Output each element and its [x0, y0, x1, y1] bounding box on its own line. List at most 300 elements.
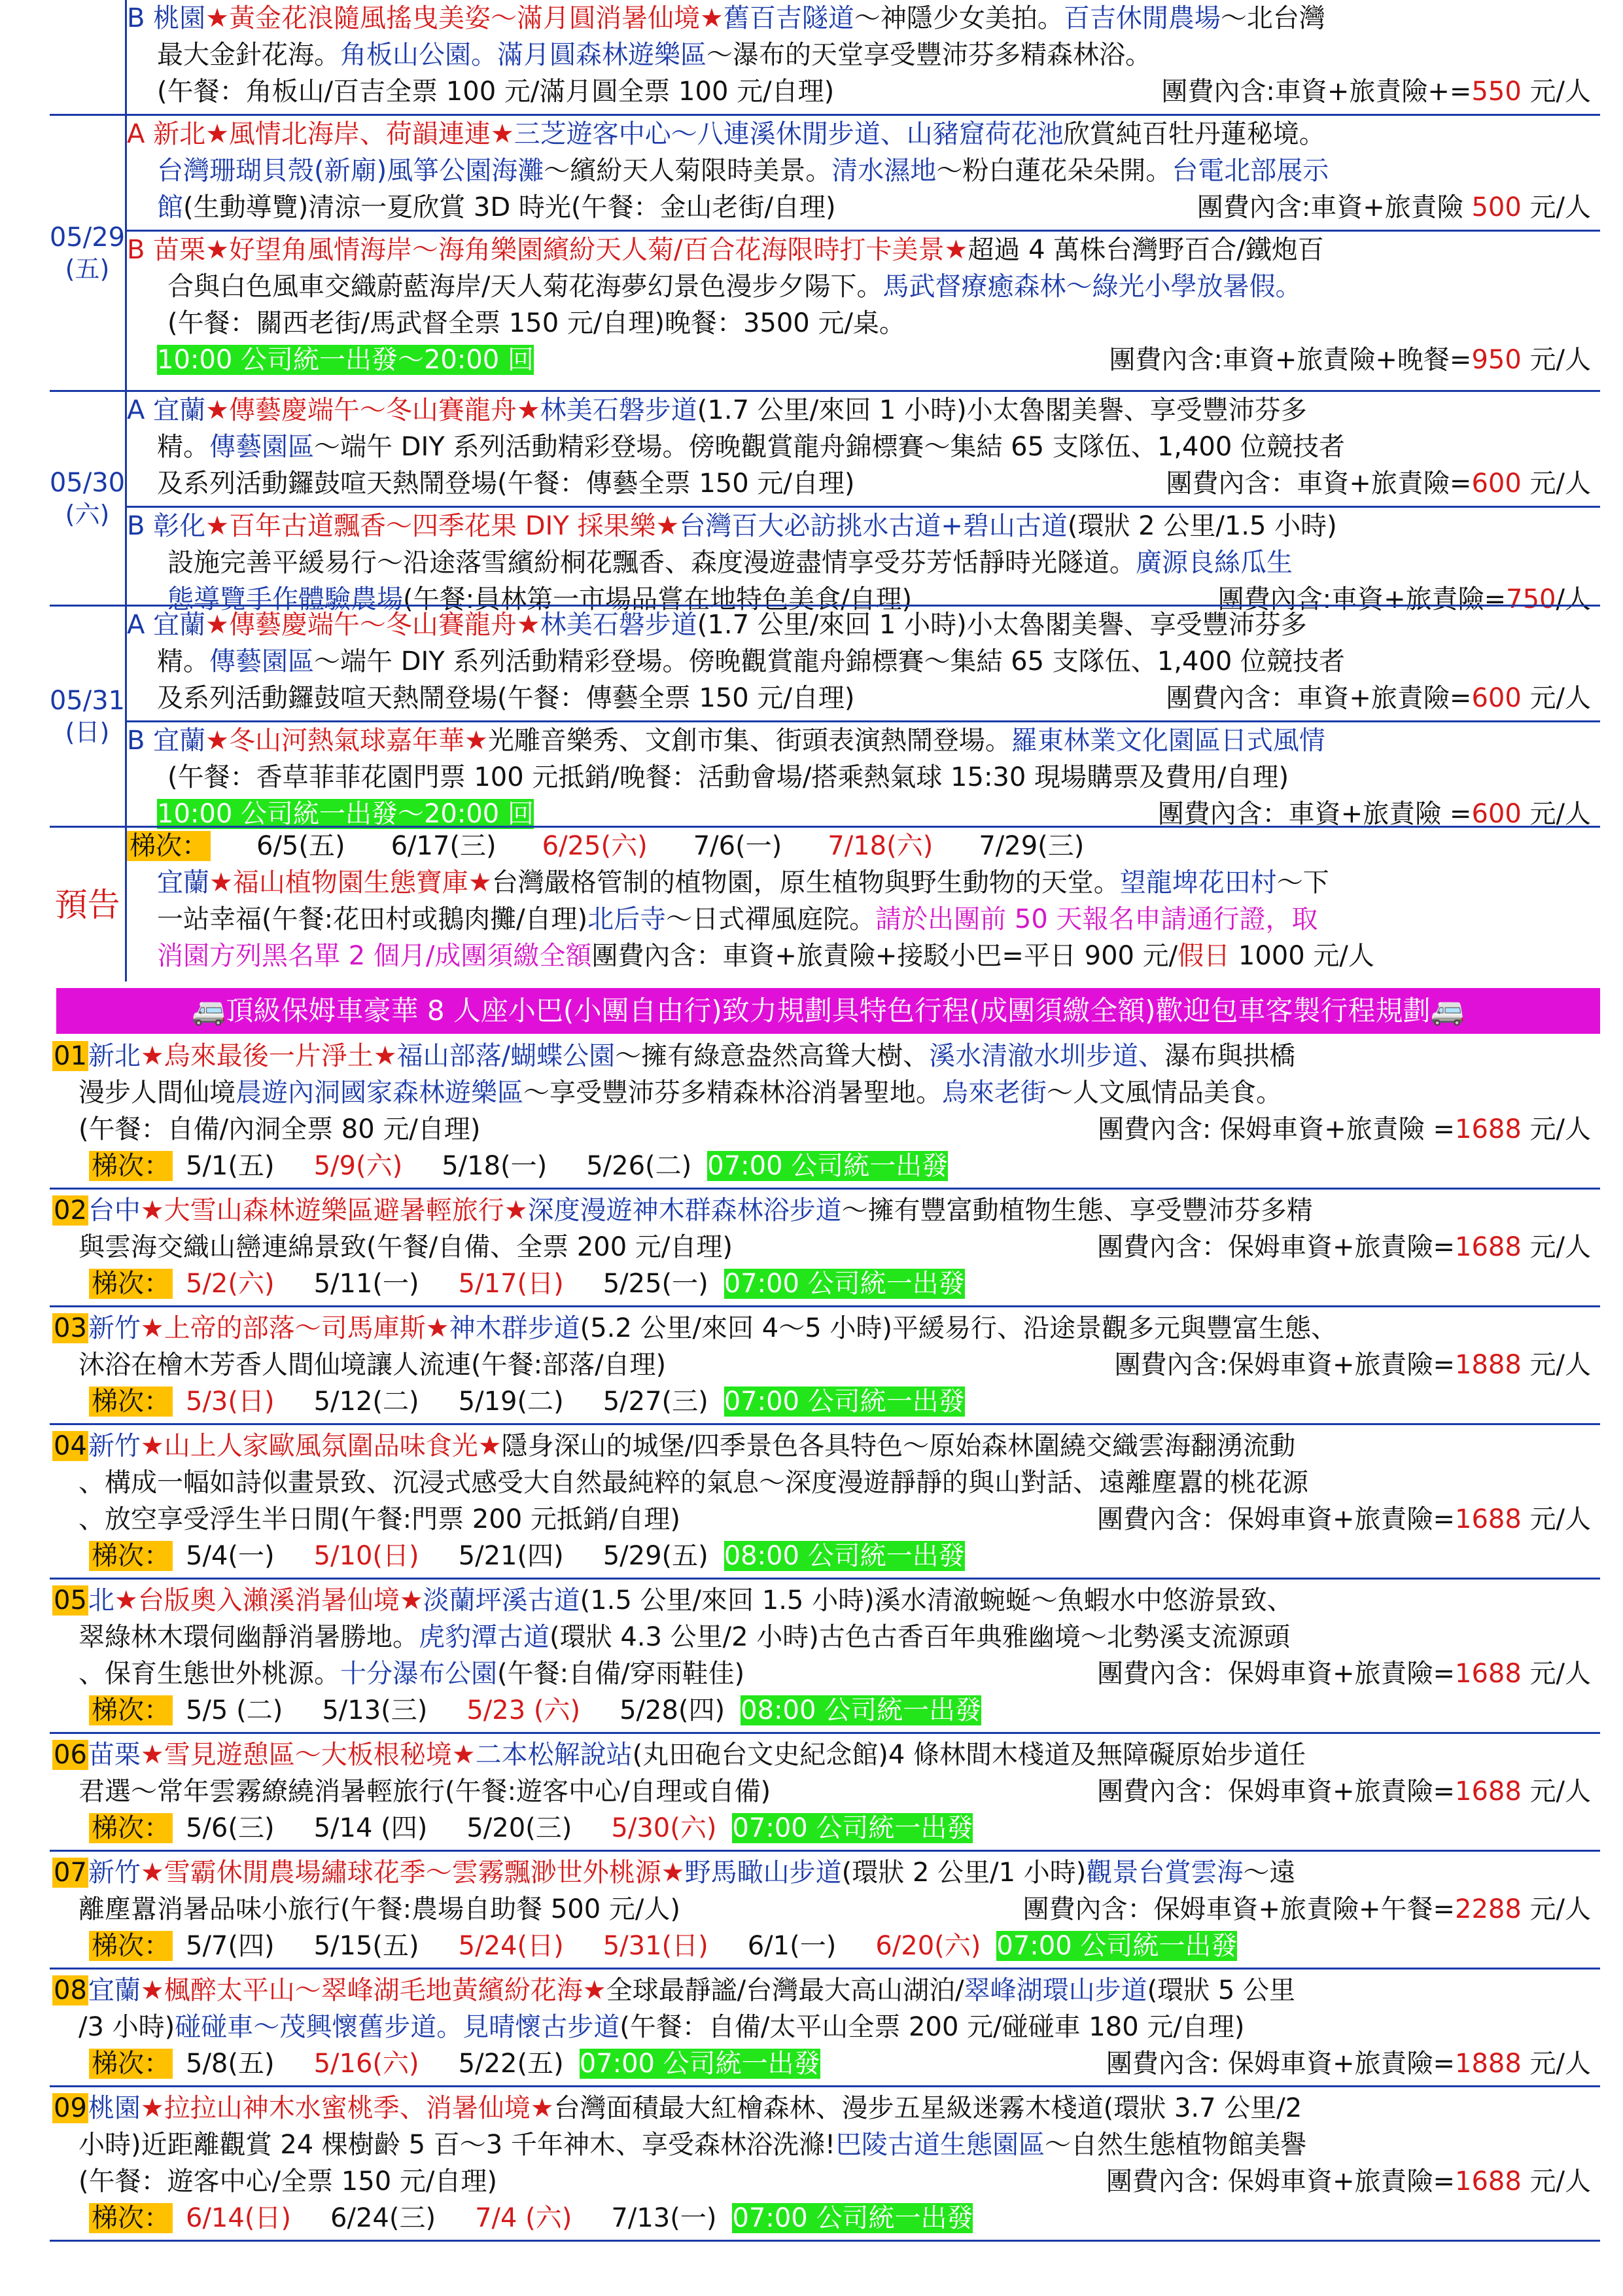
- text-segment: A 新北★風情北海岸、荷韻連連★: [127, 119, 514, 149]
- batch-date: 5/8(五): [186, 2049, 275, 2079]
- tour-item: [50, 2090, 1600, 2242]
- batch-date: 5/7(四): [186, 1931, 275, 1961]
- text-segment: 精。: [157, 646, 209, 677]
- text-line: [50, 1582, 1600, 1619]
- batch-date: 7/6(一): [693, 831, 782, 861]
- date-cell: [50, 116, 127, 390]
- batch-label: 梯次：: [89, 1269, 173, 1299]
- date-cell: [50, 392, 127, 605]
- text-segment: 及系列活動鑼鼓喧天熱鬧登場(午餐：傳藝全票 150 元/自理): [157, 683, 855, 713]
- batch-date: 5/31(日): [602, 1931, 708, 1961]
- tour-b: [127, 720, 1600, 832]
- text-line: [50, 2127, 1600, 2163]
- text-segment: 元/人: [1521, 1114, 1591, 1144]
- text-segment: 合與白色風車交織蔚藍海岸/天人菊花海夢幻景色漫步夕陽下。: [167, 272, 883, 302]
- text-segment: B 苗栗★好望角風情海岸～海角樂園繽紛天人菊/百合花海限時打卡美景★: [127, 235, 968, 265]
- text-segment: ★福山植物園生態寶庫★: [209, 868, 492, 898]
- text-segment: 溪水清澈水圳步道、: [929, 1041, 1165, 1071]
- text-segment: (1.7 公里/來回 1 小時)小太魯閣美譽、享受豐沛芬多: [697, 610, 1307, 640]
- batch-date: 5/28(四): [620, 1695, 725, 1725]
- text-segment: 苗栗: [88, 1740, 141, 1770]
- text-line: [127, 232, 1600, 268]
- batch-date: 5/24(日): [458, 1931, 564, 1961]
- text-segment: 600: [1471, 799, 1522, 829]
- text-segment: 羅東林業文化園區日式風情: [1011, 726, 1325, 756]
- text-segment: 及系列活動鑼鼓喧天熱鬧登場(午餐：傳藝全票 150 元/自理): [157, 468, 855, 499]
- text-segment: ～瀑布的天堂享受豐沛芬多精森林浴。: [707, 40, 1151, 70]
- text-line: [127, 152, 1600, 189]
- departure-time: 07:00 公司統一出發: [996, 1931, 1238, 1961]
- batch-date: 6/17(三): [391, 831, 497, 861]
- text-line: [127, 429, 1600, 465]
- text-segment: 傳藝園區: [209, 646, 314, 677]
- text-segment: 600: [1471, 468, 1522, 499]
- batch-label: 梯次：: [89, 1386, 173, 1417]
- text-segment: ★上帝的部落～司馬庫斯★: [140, 1313, 449, 1343]
- batch-date: 5/3(日): [186, 1386, 275, 1417]
- text-segment: 團費內含：保姆車資+旅責險+午餐=: [1022, 1894, 1455, 1924]
- text-segment: ★烏來最後一片淨土★: [140, 1041, 397, 1071]
- text-line: [50, 1428, 1600, 1464]
- text-line: [50, 1347, 1600, 1383]
- text-segment: ～端午 DIY 系列活動精彩登場。傍晚觀賞龍舟錦標賽～集結 65 支隊伍、1,400 位競技者: [314, 646, 1346, 677]
- text-line: [50, 2163, 1600, 2200]
- departure-time: 07:00 公司統一出發: [724, 1269, 965, 1299]
- day-section: [49, 390, 1600, 614]
- text-segment: ★傳藝慶端午～冬山賽龍舟★: [205, 610, 540, 640]
- text-segment: 隱身深山的城堡/四季景色各具特色～原始森林圍繞交織雲海翻湧流動: [501, 1431, 1296, 1461]
- text-segment: 元/人: [1521, 2166, 1591, 2197]
- tour-item: [50, 1582, 1600, 1734]
- batch-date: 5/22(五): [458, 2049, 564, 2079]
- text-line: [127, 508, 1600, 544]
- text-segment: ～北台灣: [1220, 3, 1325, 33]
- text-segment: ～神隱少女美拍。: [854, 3, 1064, 33]
- text-line: [127, 938, 1600, 974]
- tour-number: 02: [54, 1195, 87, 1226]
- advance-label: 預告: [50, 828, 127, 981]
- date-cell: [50, 0, 127, 114]
- text-segment: 元/人: [1521, 77, 1591, 107]
- batch-date: 6/5(五): [256, 831, 345, 861]
- text-segment: 虎豹潭古道: [419, 1622, 550, 1652]
- text-line: [127, 37, 1600, 73]
- tour-number: 07: [54, 1858, 87, 1888]
- text-line: [50, 1310, 1600, 1347]
- advance-content: [127, 828, 1600, 974]
- departure-time: 07:00 公司統一出發: [707, 1151, 949, 1181]
- batch-date: 5/27(三): [602, 1386, 708, 1417]
- text-segment: A 宜蘭: [127, 610, 206, 640]
- text-segment: 、保育生態世外桃源。: [79, 1659, 340, 1689]
- fee-text: [1106, 2045, 1591, 2082]
- batch-label: 梯次：: [89, 2203, 173, 2233]
- text-segment: A 宜蘭: [127, 395, 206, 425]
- text-segment: 1688: [1455, 1659, 1522, 1689]
- text-segment: 深度漫遊神木群森林浴步道: [527, 1195, 842, 1226]
- text-segment: 團費內含：保姆車資+旅責險=: [1096, 1776, 1455, 1807]
- departure-time: 10:00 公司統一出發～20:00 回: [157, 799, 534, 829]
- text-segment: ★傳藝慶端午～冬山賽龍舟★: [205, 395, 540, 425]
- batch-date: 5/6(三): [186, 1813, 275, 1843]
- text-segment: ★雪霸休閒農場繡球花季～雲霧飄渺世外桃源★: [140, 1858, 685, 1888]
- text-segment: 廣源良絲瓜生: [1136, 548, 1293, 578]
- text-segment: 1888: [1455, 1350, 1522, 1380]
- text-line: [127, 189, 1600, 226]
- departure-time: 07:00 公司統一出發: [732, 1813, 973, 1843]
- text-segment: 望龍埤花田村: [1119, 868, 1277, 898]
- text-segment: 團費內含:保姆車資+旅責險=: [1114, 1350, 1455, 1380]
- batch-date: 5/9(六): [313, 1151, 403, 1181]
- fee-text: [1097, 1501, 1591, 1538]
- tour-number: 03: [54, 1313, 87, 1343]
- text-segment: 團費內含：保姆車資+旅責險=: [1096, 1659, 1455, 1689]
- text-segment: ～擁有豐富動植物生態、享受豐沛芬多精: [841, 1195, 1313, 1226]
- text-segment: 舊百吉隧道: [723, 3, 854, 33]
- text-segment: 2288: [1455, 1894, 1522, 1924]
- text-segment: 百吉休閒農場: [1063, 3, 1221, 33]
- text-segment: ★黃金花浪隨風搖曳美姿～滿月圓消暑仙境★: [205, 3, 724, 33]
- text-segment: 淡蘭坪溪古道: [423, 1585, 580, 1616]
- fee-text: [1106, 2163, 1591, 2200]
- batch-date: 6/1(一): [747, 1931, 837, 1961]
- text-segment: 巴陵古道生態園區: [835, 2130, 1045, 2160]
- text-segment: (午餐：自備/內洞全票 80 元/自理): [79, 1114, 481, 1144]
- text-segment: 台灣面積最大紅檜森林、漫步五星級迷霧木棧道(環狀 3.7 公里/2: [553, 2093, 1302, 2123]
- text-segment: 翠綠林木環伺幽靜消暑勝地。: [79, 1622, 419, 1652]
- batch-label: 梯次：: [127, 831, 211, 861]
- text-segment: 台灣嚴格管制的植物園，原生植物與野生動物的天堂。: [491, 868, 1120, 898]
- batch-line: [127, 828, 1600, 864]
- text-segment: ★拉拉山神木水蜜桃季、消暑仙境★: [140, 2093, 554, 2123]
- text-line: [127, 0, 1600, 37]
- text-segment: 宜蘭: [157, 868, 209, 898]
- text-segment: 全球最靜謐/台灣最大高山湖泊/: [606, 1975, 964, 2005]
- text-segment: 台電北部展示: [1172, 156, 1329, 186]
- text-segment: 1688: [1455, 1776, 1522, 1807]
- text-segment: (環狀 5 公里: [1147, 1975, 1296, 2005]
- text-segment: 950: [1471, 345, 1522, 375]
- text-segment: 光雕音樂秀、文創市集、街頭表演熱鬧登場。: [487, 726, 1011, 756]
- text-segment: 元/人: [1521, 1350, 1591, 1380]
- text-segment: /人: [1556, 584, 1591, 614]
- tour-number: 01: [54, 1041, 87, 1071]
- text-segment: 1688: [1455, 1232, 1522, 1262]
- day-of-week: (六): [65, 499, 110, 529]
- promo-banner: 🚐頂級保姆車豪華 8 人座小巴(小團自由行)致力規劃具特色行程(成團須繳全額)歡迎包車客製行程規劃🚐: [56, 988, 1600, 1034]
- fee-text: [1097, 1229, 1591, 1265]
- text-segment: 欣賞純百牡丹蓮秘境。: [1063, 119, 1325, 149]
- text-segment: 台中: [88, 1195, 141, 1226]
- batch-date: 5/17(日): [458, 1269, 564, 1299]
- fee-text: [1109, 342, 1591, 378]
- batch-date: 6/24(三): [330, 2203, 436, 2233]
- text-segment: (午餐：關西老街/馬武督全票 150 元/自理)晚餐：3500 元/桌。: [167, 308, 905, 338]
- text-segment: 馬武督療癒森林～綠光小學放暑假。: [882, 272, 1302, 302]
- text-segment: 元/人: [1521, 468, 1591, 499]
- itinerary-page: [50, 0, 1600, 2244]
- departure-time: 08:00 公司統一出發: [724, 1541, 965, 1571]
- departure-time: 07:00 公司統一出發: [732, 2203, 973, 2233]
- date-label: 05/31: [49, 685, 126, 716]
- text-segment: 福山部落/蝴蝶公園: [396, 1041, 616, 1071]
- batch-date: 6/14(日): [186, 2203, 292, 2233]
- batch-date: 5/21(四): [458, 1541, 564, 1571]
- batch-label: 梯次：: [89, 1541, 173, 1571]
- text-segment: (環狀 2 公里/1 小時): [841, 1858, 1087, 1888]
- text-segment: B 桃園: [127, 3, 206, 33]
- text-line: [50, 1464, 1600, 1501]
- text-segment: 林美石磐步道: [540, 610, 697, 640]
- section-taoyuan: [50, 0, 1600, 114]
- text-segment: (1.5 公里/來回 1.5 小時)溪水清澈蜿蜒～魚蝦水中悠游景致、: [580, 1585, 1293, 1616]
- day-of-week: (五): [65, 254, 110, 283]
- batch-line: [50, 1265, 1600, 1302]
- text-segment: 元/人: [1521, 683, 1591, 713]
- text-line: [127, 759, 1600, 796]
- text-line: [127, 465, 1600, 502]
- text-segment: (環狀 4.3 公里/2 小時)古色古香百年典雅幽境～北勢溪支流源頭: [550, 1622, 1290, 1652]
- text-segment: (1.7 公里/來回 1 小時)小太魯閣美譽、享受豐沛芬多: [697, 395, 1307, 425]
- text-segment: 元/人: [1521, 1504, 1591, 1534]
- batch-line: [50, 2200, 1600, 2236]
- text-segment: 750: [1506, 584, 1556, 614]
- text-segment: ～粉白蓮花朵朵開。: [936, 156, 1172, 186]
- date-label: 05/29: [49, 222, 126, 253]
- fee-text: [1161, 73, 1591, 110]
- batch-date: 5/2(六): [186, 1269, 275, 1299]
- text-segment: 元/人: [1521, 192, 1591, 222]
- text-segment: 團費內含：車資+旅責險 =: [1157, 799, 1472, 829]
- text-line: [127, 73, 1600, 110]
- text-line: [127, 901, 1600, 938]
- text-segment: 團費內含: 保姆車資+旅責險=: [1106, 2166, 1455, 2197]
- text-segment: 林美石磐步道: [540, 395, 697, 425]
- batch-date: 7/13(一): [611, 2203, 717, 2233]
- text-segment: 離塵囂消暑品味小旅行(午餐:農場自助餐 500 元/人): [79, 1894, 680, 1924]
- text-segment: (環狀 2 公里/1.5 小時): [1067, 511, 1337, 541]
- batch-date: 5/20(三): [466, 1813, 572, 1843]
- text-segment: ～遠: [1243, 1858, 1296, 1888]
- tour-number: 04: [54, 1431, 87, 1461]
- tour-item: [50, 1428, 1600, 1580]
- text-segment: 台灣珊瑚貝殼(新廟)風箏公園海灘: [157, 156, 544, 186]
- text-segment: ～下: [1276, 868, 1329, 898]
- batch-date: 7/18(六): [828, 831, 934, 861]
- text-segment: 最大金針花海。: [157, 40, 340, 70]
- text-segment: ★雪見遊憩區～大板根秘境★: [140, 1740, 476, 1770]
- batch-line: [50, 1383, 1600, 1420]
- text-segment: (午餐：遊客中心/全票 150 元/自理): [79, 2166, 497, 2197]
- text-segment: B 彰化: [127, 511, 206, 541]
- text-segment: 團費內含:車資+旅責險: [1196, 192, 1472, 222]
- batch-date: 5/19(二): [458, 1386, 564, 1417]
- text-segment: 1688: [1455, 1504, 1522, 1534]
- text-line: [50, 1972, 1600, 2009]
- text-segment: 元/人: [1521, 1776, 1591, 1807]
- section-content: [127, 0, 1600, 110]
- text-segment: 請於出團前 50 天報名申請通行證，取: [875, 904, 1318, 934]
- batch-label: 梯次：: [89, 1695, 173, 1725]
- text-segment: ～日式禪風庭院。: [666, 904, 876, 934]
- tour-a: [127, 392, 1600, 502]
- text-segment: 團費內含：車資+旅責險=: [1166, 683, 1472, 713]
- text-segment: 、構成一幅如詩似畫景致、沉浸式感受大自然最純粹的氣息～深度漫遊靜靜的與山對話、遠離塵囂的桃花源: [79, 1468, 1308, 1498]
- text-segment: ～享受豐沛芬多精森林浴消暑聖地。: [523, 1078, 942, 1108]
- text-segment: 團費內含：車資+旅責險+接駁小巴=平日 900 元/: [591, 941, 1178, 971]
- text-segment: 碰碰車～茂興懷舊步道。見晴懷古步道: [175, 2012, 620, 2042]
- text-line: [50, 1038, 1600, 1074]
- batch-date: 5/25(一): [602, 1269, 708, 1299]
- fee-text: [1197, 189, 1591, 226]
- text-line: [127, 680, 1600, 716]
- text-segment: 北: [88, 1585, 114, 1616]
- batch-line: [50, 1148, 1600, 1184]
- tour-number: 09: [54, 2093, 87, 2123]
- text-segment: 550: [1471, 77, 1522, 107]
- batch-line: [50, 1928, 1600, 1964]
- text-segment: 與雲海交織山巒連綿景致(午餐/自備、全票 200 元/自理): [79, 1232, 733, 1262]
- text-line: [50, 1619, 1600, 1655]
- text-segment: 一站幸福(午餐:花田村或鵝肉攤/自理): [157, 904, 588, 934]
- tour-item: [50, 1854, 1600, 1969]
- text-segment: 消園方列黑名單 2 個月/成團須繳全額: [157, 941, 592, 971]
- batch-date: 5/23 (六): [466, 1695, 581, 1725]
- text-segment: 1688: [1455, 2166, 1522, 2197]
- text-segment: ★楓醉太平山～翠峰湖毛地黃繽紛花海★: [140, 1975, 606, 2005]
- departure-time: 07:00 公司統一出發: [724, 1386, 965, 1417]
- text-segment: 團費內含: 保姆車資+旅責險=: [1106, 2049, 1455, 2079]
- text-segment: 十分瀑布公園: [340, 1659, 497, 1689]
- text-line: [127, 544, 1600, 581]
- text-segment: 1888: [1455, 2049, 1522, 2079]
- departure-line: [127, 342, 1600, 378]
- day-section: [49, 605, 1600, 829]
- departure-time: 07:00 公司統一出發: [579, 2049, 820, 2079]
- text-segment: 神木群步道: [449, 1313, 580, 1343]
- text-segment: 500: [1471, 192, 1522, 222]
- text-segment: 桃園: [88, 2093, 141, 2123]
- text-segment: 台灣百大必訪挑水古道+碧山古道: [679, 511, 1068, 541]
- tour-number: 05: [54, 1585, 87, 1616]
- text-line: [127, 116, 1600, 152]
- text-segment: 團費內含：車資+旅責險=: [1166, 468, 1472, 499]
- tour-item: [50, 1310, 1600, 1425]
- text-segment: 元/人: [1521, 1659, 1591, 1689]
- text-segment: (午餐:自備/穿雨鞋佳): [497, 1659, 745, 1689]
- text-segment: 精。: [157, 432, 209, 462]
- text-segment: 元/人: [1521, 2049, 1591, 2079]
- text-segment: 宜蘭: [88, 1975, 141, 2005]
- fee-text: [1114, 1347, 1591, 1383]
- text-segment: (午餐：自備/太平山全票 200 元/碰碰車 180 元/自理): [620, 2012, 1245, 2042]
- batch-date: 5/5 (二): [186, 1695, 283, 1725]
- text-line: [127, 268, 1600, 305]
- text-segment: 態導覽手作體驗農場: [167, 584, 403, 614]
- batch-date: 5/1(五): [186, 1151, 275, 1181]
- batch-date: 5/29(五): [602, 1541, 708, 1571]
- text-segment: 翠峰湖環山步道: [964, 1975, 1147, 2005]
- tour-item: [50, 1038, 1600, 1190]
- batch-date: 5/26(二): [586, 1151, 692, 1181]
- tour-b: [127, 506, 1600, 618]
- text-segment: 團費內含:車資+旅責險+=: [1161, 77, 1472, 107]
- advance-notice: [50, 826, 1600, 981]
- text-segment: 設施完善平緩易行～沿途落雪繽紛桐花飄香、森度漫遊盡情享受芬芳恬靜時光隧道。: [167, 548, 1136, 578]
- text-segment: 新北: [88, 1041, 141, 1071]
- batch-date: 5/14 (四): [313, 1813, 428, 1843]
- day-section: [50, 114, 1600, 390]
- batch-date: 5/13(三): [322, 1695, 428, 1725]
- batch-label: 梯次：: [89, 1151, 173, 1181]
- text-segment: (午餐:員林第一市場品嘗在地特色美食/自理): [403, 584, 913, 614]
- text-segment: ★百年古道飄香～四季花果 DIY 採果樂★: [205, 511, 680, 541]
- batch-label: 梯次：: [89, 1931, 173, 1961]
- date-cell: [50, 607, 127, 826]
- text-segment: (丸田砲台文史紀念館)4 條林間木棧道及無障礙原始步道任: [632, 1740, 1306, 1770]
- tour-item: [50, 1192, 1600, 1307]
- text-line: [50, 2090, 1600, 2127]
- batch-date: 5/30(六): [611, 1813, 717, 1843]
- text-segment: 瀑布與拱橋: [1164, 1041, 1296, 1071]
- batch-date: 5/18(一): [442, 1151, 548, 1181]
- text-segment: 1000 元/人: [1230, 941, 1374, 971]
- text-line: [127, 643, 1600, 680]
- batch-date: 5/15(五): [313, 1931, 419, 1961]
- text-line: [50, 1854, 1600, 1891]
- fee-text: [1097, 1773, 1591, 1810]
- text-segment: ★台版奧入瀨溪消暑仙境★: [114, 1585, 423, 1616]
- text-segment: 團費內含：保姆車資+旅責險=: [1096, 1232, 1455, 1262]
- batch-label: 梯次：: [89, 1813, 173, 1843]
- batch-date: 7/29(三): [979, 831, 1085, 861]
- text-segment: 團費內含:車資+旅責險+晚餐=: [1109, 345, 1472, 375]
- text-line: [50, 1773, 1600, 1810]
- batch-date: 5/4(一): [186, 1541, 275, 1571]
- text-segment: 傳藝園區: [209, 432, 314, 462]
- batch-date: 5/12(二): [313, 1386, 419, 1417]
- text-line: [50, 1111, 1600, 1148]
- text-segment: ～端午 DIY 系列活動精彩登場。傍晚觀賞龍舟錦標賽～集結 65 支隊伍、1,400 位競技者: [314, 432, 1346, 462]
- batch-date: 5/16(六): [313, 2049, 419, 2079]
- text-segment: 團費內含: 保姆車資+旅責險 =: [1098, 1114, 1455, 1144]
- text-segment: 超過 4 萬株台灣野百合/鐵炮百: [968, 235, 1324, 265]
- text-segment: 元/人: [1521, 345, 1591, 375]
- text-segment: B 宜蘭: [127, 726, 206, 756]
- text-segment: ～擁有綠意盎然高聳大樹、: [615, 1041, 930, 1071]
- text-line: [50, 1192, 1600, 1229]
- text-segment: ★山上人家歐風氛圍品味食光★: [140, 1431, 502, 1461]
- text-segment: 烏來老街: [942, 1078, 1047, 1108]
- text-segment: (午餐：角板山/百吉全票 100 元/滿月圓全票 100 元/自理): [157, 77, 835, 107]
- text-segment: 、放空享受浮生半日閒(午餐:門票 200 元抵銷/自理): [79, 1504, 680, 1534]
- text-segment: 角板山公園。滿月圓森林遊樂區: [340, 40, 707, 70]
- text-line: [127, 305, 1600, 342]
- text-segment: 漫步人間仙境: [79, 1078, 236, 1108]
- batch-line: [50, 1810, 1600, 1846]
- text-line: [127, 864, 1600, 901]
- text-segment: 新竹: [88, 1431, 141, 1461]
- text-segment: ～人文風情品美食。: [1047, 1078, 1282, 1108]
- batch-line: [50, 1538, 1600, 1574]
- text-segment: 小時)近距離觀賞 24 棵樹齡 5 百～3 千年神木、享受森林浴洗滌!: [79, 2130, 836, 2160]
- text-segment: 團費內含:車資+旅責險=: [1217, 584, 1507, 614]
- tour-a: [127, 116, 1600, 226]
- text-segment: 館: [157, 192, 183, 222]
- text-segment: 君選～常年雲霧繚繞消暑輕旅行(午餐:遊客中心/自理或自備): [79, 1776, 771, 1807]
- text-line: [127, 722, 1600, 759]
- text-segment: ★大雪山森林遊樂區避暑輕旅行★: [140, 1195, 528, 1226]
